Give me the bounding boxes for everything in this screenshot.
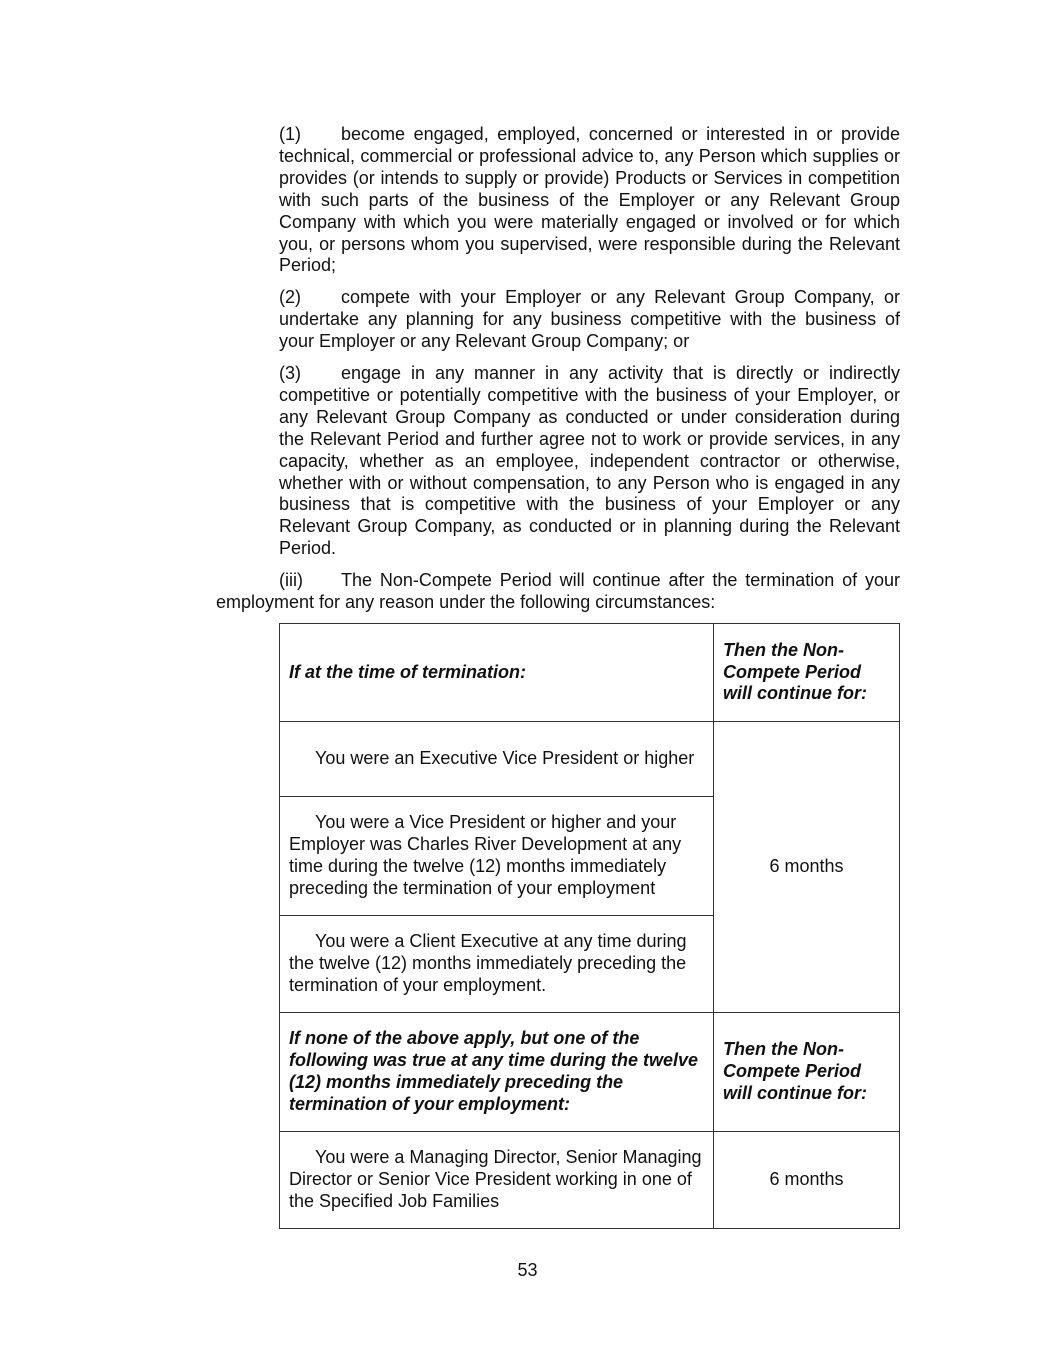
condition-cell	[280, 1132, 714, 1229]
paragraph-3-text: engage in any manner in any activity that is directly or indirectly competitive or potentially competitive with the business of your Employer, or any Relevant Group Company as conducted or under consideration during the Relevant Period and further agree not to work or provide services, in any capacity, whether as an employee, independent contractor or otherwise, whether with or without compensation, to any Person who is engaged in any business that is competitive with the business of your Employer or any Relevant Group Company, as conducted or in planning during the Relevant Period.	[279, 363, 900, 559]
paragraph-iii	[216, 570, 900, 614]
paragraph-3	[279, 363, 900, 560]
paragraph-3-number: (3)	[279, 363, 301, 383]
paragraph-iii-number: (iii)	[279, 570, 303, 590]
paragraph-2-number: (2)	[279, 287, 301, 307]
paragraph-2	[279, 287, 900, 353]
paragraph-iii-text: The Non-Compete Period will continue after the termination of your employment for any reason under the following circumstances:	[216, 570, 900, 612]
subheader-period-cell: Then the Non-Compete Period will continue for:	[714, 1013, 900, 1132]
condition-text: You were a Managing Director, Senior Managing Director or Senior Vice President working in one of the Specified Job Families	[289, 1147, 702, 1211]
period-cell: 6 months	[714, 722, 900, 1013]
paragraph-1-number: (1)	[279, 124, 301, 144]
period-cell: 6 months	[714, 1132, 900, 1229]
table-row	[280, 1132, 900, 1229]
paragraph-1	[279, 124, 900, 277]
page-number: 53	[517, 1260, 538, 1280]
table-header-row	[280, 624, 900, 722]
condition-text: You were an Executive Vice President or higher	[315, 748, 695, 769]
header-condition-cell: If at the time of termination:	[280, 624, 714, 722]
condition-cell	[280, 797, 714, 916]
header-period-cell: Then the Non-Compete Period will continue for:	[714, 624, 900, 722]
condition-text: You were a Client Executive at any time during the twelve (12) months immediately preceding the termination of your employment.	[289, 931, 687, 995]
condition-cell	[280, 722, 714, 797]
table-subheader-row	[280, 1013, 900, 1132]
condition-text: You were a Vice President or higher and your Employer was Charles River Development at any time during the twelve (12) months immediately preceding the termination of your employment	[289, 812, 682, 898]
paragraph-2-text: compete with your Employer or any Relevant Group Company, or undertake any planning for any business competitive with the business of your Employer or any Relevant Group Company; or	[279, 287, 900, 351]
non-compete-table	[279, 623, 900, 1229]
subheader-condition-cell: If none of the above apply, but one of the following was true at any time during the twelve (12) months immediately preceding the termination of your employment:	[280, 1013, 714, 1132]
condition-cell	[280, 916, 714, 1013]
table-row	[280, 722, 900, 797]
paragraph-1-text: become engaged, employed, concerned or interested in or provide technical, commercial or professional advice to, any Person which supplies or provides (or intends to supply or provide) Products or Services in competition with such parts of the business of the Employer or any Relevant Group Company with which you were materially engaged or involved or for which you, or persons whom you supervised, were responsible during the Relevant Period;	[279, 124, 900, 276]
